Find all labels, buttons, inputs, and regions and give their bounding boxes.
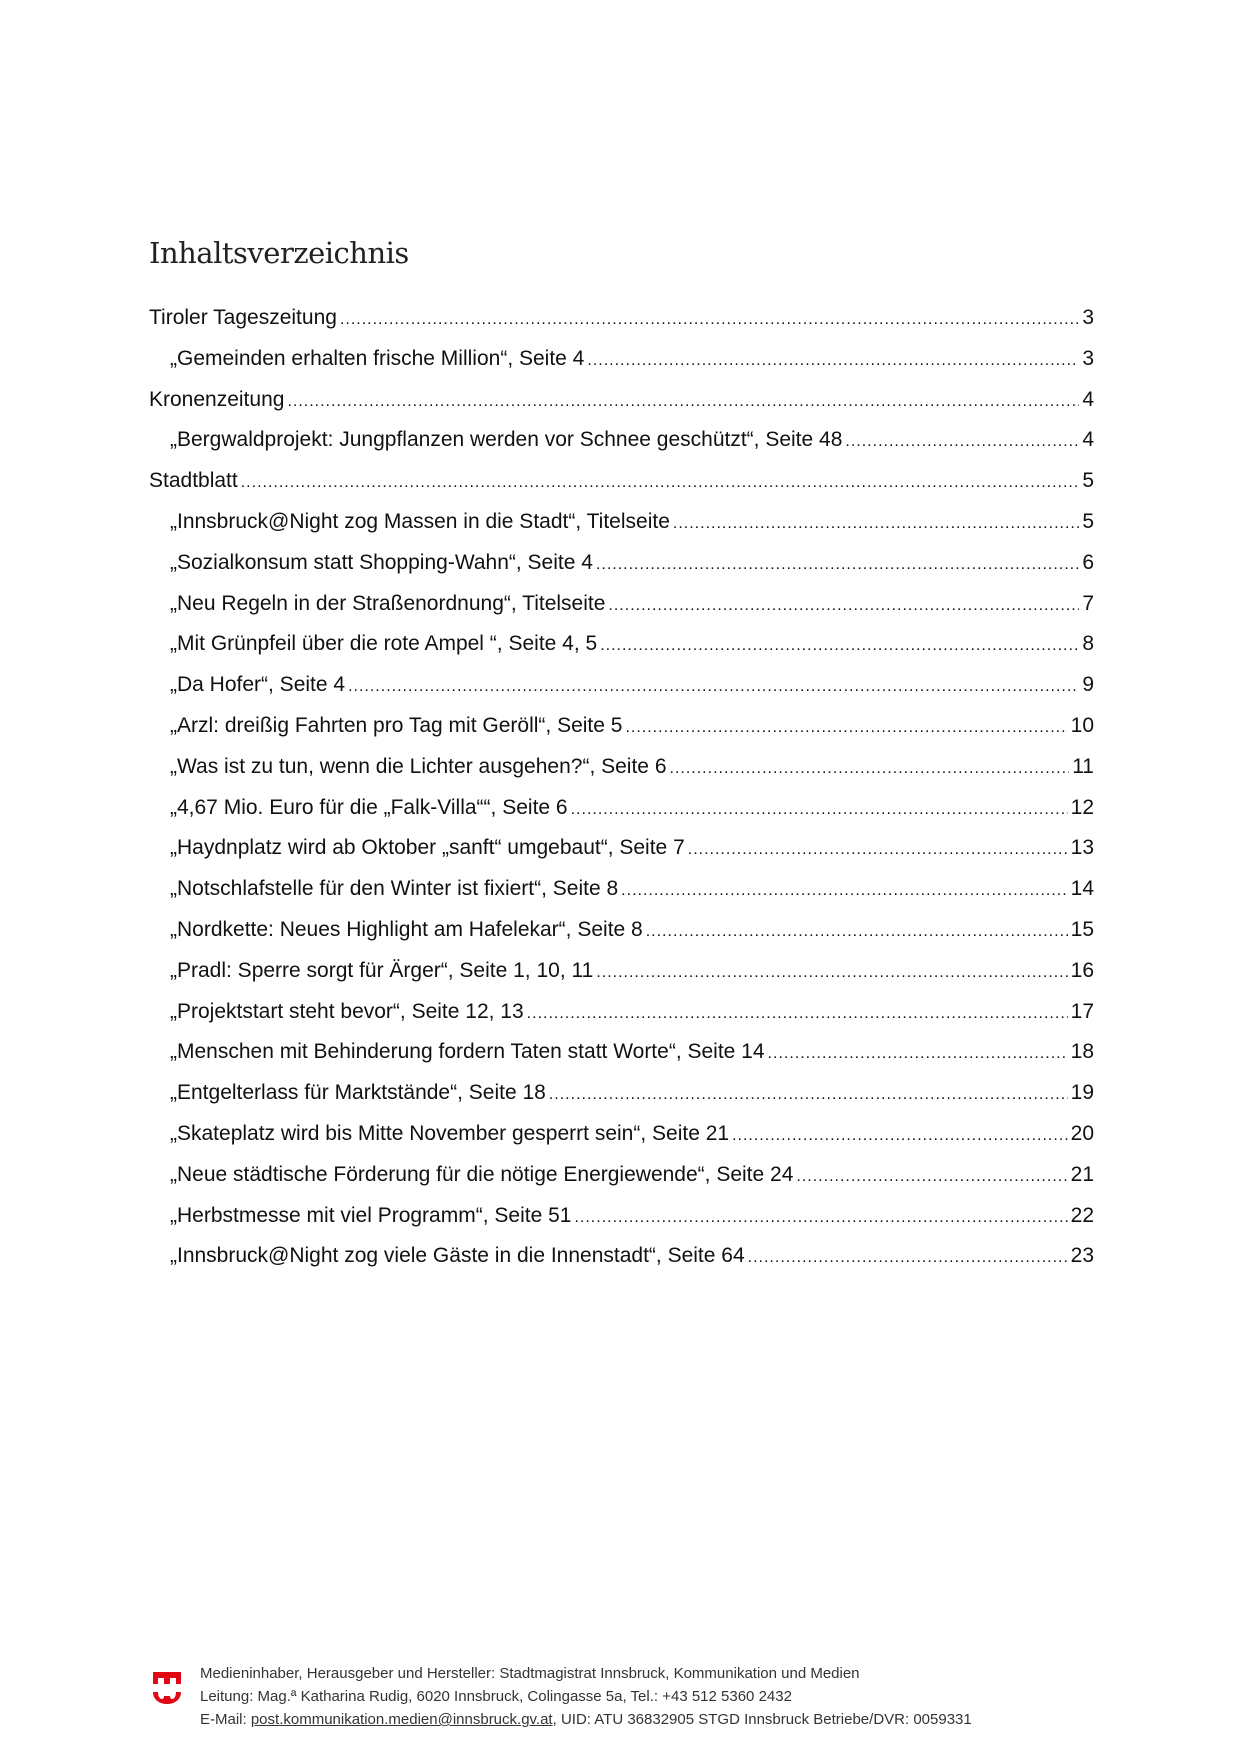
toc-entry-title: „Menschen mit Behinderung fordern Taten statt Worte“, Seite 14	[170, 1040, 765, 1064]
toc-dot-leader	[596, 551, 1079, 575]
toc-entry-title: „Arzl: dreißig Fahrten pro Tag mit Geröll“, Seite 5	[170, 713, 623, 737]
toc-page-number: 7	[1082, 591, 1094, 615]
toc-article-entry[interactable]	[149, 510, 1094, 551]
toc-dot-leader	[748, 1244, 1068, 1268]
toc-article-entry[interactable]	[149, 592, 1094, 633]
toc-page-number: 13	[1070, 836, 1094, 860]
toc-article-entry[interactable]	[149, 877, 1094, 918]
toc-dot-leader	[596, 959, 1067, 983]
toc-article-entry[interactable]	[149, 1040, 1094, 1081]
toc-article-entry[interactable]	[149, 632, 1094, 673]
toc-dot-leader	[608, 592, 1079, 616]
toc-article-entry[interactable]	[149, 347, 1094, 388]
toc-page-number: 10	[1070, 713, 1094, 737]
toc-entry-title: „Pradl: Sperre sorgt für Ärger“, Seite 1, 10, 11	[170, 958, 594, 982]
toc-dot-leader	[625, 714, 1067, 738]
toc-dot-leader	[732, 1122, 1068, 1146]
toc-section-entry[interactable]	[149, 469, 1094, 510]
toc-page-number: 3	[1082, 346, 1094, 370]
toc-article-entry[interactable]	[149, 796, 1094, 837]
toc-page-number: 19	[1070, 1081, 1094, 1105]
toc-entry-title: „Mit Grünpfeil über die rote Ampel “, Seite 4, 5	[170, 632, 598, 656]
toc-entry-title: „Sozialkonsum statt Shopping-Wahn“, Seite 4	[170, 550, 593, 574]
toc-dot-leader	[673, 510, 1079, 534]
footer-contact	[200, 1708, 972, 1731]
toc-entry-title: Stadtblatt	[149, 469, 238, 493]
toc-dot-leader	[768, 1040, 1068, 1064]
toc-entry-title: „Notschlafstelle für den Winter ist fixiert“, Seite 8	[170, 877, 619, 901]
toc-page-number: 12	[1070, 795, 1094, 819]
toc-dot-leader	[670, 755, 1070, 779]
toc-page-number: 4	[1082, 387, 1094, 411]
toc-dot-leader	[646, 918, 1068, 942]
toc-entry-title: „Da Hofer“, Seite 4	[170, 673, 346, 697]
toc-section-entry[interactable]	[149, 388, 1094, 429]
toc-dot-leader	[340, 306, 1079, 330]
table-of-contents	[149, 306, 1094, 1285]
email-label: E-Mail:	[200, 1711, 251, 1728]
toc-entry-title: „Nordkette: Neues Highlight am Hafelekar“, Seite 8	[170, 917, 643, 941]
toc-dot-leader	[688, 836, 1068, 860]
toc-entry-title: „Neue städtische Förderung für die nötige Energiewende“, Seite 24	[170, 1162, 794, 1186]
toc-page-number: 5	[1082, 509, 1094, 533]
toc-entry-title: „Entgelterlass für Marktstände“, Seite 18	[170, 1081, 546, 1105]
toc-article-entry[interactable]	[149, 755, 1094, 796]
toc-dot-leader	[348, 673, 1079, 697]
footer	[200, 1662, 972, 1731]
toc-section-entry[interactable]	[149, 306, 1094, 347]
toc-article-entry[interactable]	[149, 673, 1094, 714]
footer-publisher: Medieninhaber, Herausgeber und Hersteller: Stadtmagistrat Innsbruck, Kommunikation und Medien	[200, 1665, 860, 1682]
toc-dot-leader	[527, 1000, 1068, 1024]
toc-page-number: 18	[1070, 1040, 1094, 1064]
page-title: Inhaltsverzeichnis	[149, 236, 409, 270]
toc-article-entry[interactable]	[149, 428, 1094, 469]
email-link[interactable]: post.kommunikation.medien@innsbruck.gv.at	[250, 1711, 553, 1728]
toc-page-number: 3	[1082, 306, 1094, 329]
toc-page-number: 22	[1070, 1203, 1094, 1227]
toc-entry-title: „Innsbruck@Night zog viele Gäste in die Innenstadt“, Seite 64	[170, 1244, 745, 1268]
toc-page-number: 21	[1070, 1162, 1094, 1186]
toc-entry-title: Tiroler Tageszeitung	[149, 306, 337, 329]
toc-dot-leader	[571, 796, 1068, 820]
toc-entry-title: „Herbstmesse mit viel Programm“, Seite 51	[170, 1203, 572, 1227]
toc-page-number: 8	[1082, 632, 1094, 656]
toc-entry-title: „Bergwaldprojekt: Jungpflanzen werden vor Schnee geschützt“, Seite 48	[170, 428, 843, 452]
toc-article-entry[interactable]	[149, 836, 1094, 877]
toc-page-number: 20	[1070, 1121, 1094, 1145]
toc-dot-leader	[241, 469, 1080, 493]
toc-entry-title: „Innsbruck@Night zog Massen in die Stadt“, Titelseite	[170, 509, 670, 533]
toc-page-number: 6	[1082, 550, 1094, 574]
toc-article-entry[interactable]	[149, 1122, 1094, 1163]
toc-dot-leader	[600, 632, 1079, 656]
toc-article-entry[interactable]	[149, 918, 1094, 959]
toc-page-number: 23	[1070, 1244, 1094, 1268]
footer-management: Leitung: Mag.ª Katharina Rudig, 6020 Innsbruck, Colingasse 5a, Tel.: +43 512 5360 2432	[200, 1688, 792, 1705]
toc-dot-leader	[549, 1081, 1068, 1105]
toc-article-entry[interactable]	[149, 1244, 1094, 1285]
toc-entry-title: „Was ist zu tun, wenn die Lichter ausgehen?“, Seite 6	[170, 754, 667, 778]
toc-dot-leader	[574, 1204, 1067, 1228]
toc-entry-title: „4,67 Mio. Euro für die „Falk-Villa““, Seite 6	[170, 795, 568, 819]
toc-entry-title: „Gemeinden erhalten frische Million“, Seite 4	[170, 346, 585, 370]
toc-dot-leader	[845, 428, 1079, 452]
toc-article-entry[interactable]	[149, 1163, 1094, 1204]
toc-article-entry[interactable]	[149, 551, 1094, 592]
toc-dot-leader	[796, 1163, 1067, 1187]
toc-page-number: 15	[1070, 917, 1094, 941]
toc-entry-title: Kronenzeitung	[149, 387, 285, 411]
toc-page-number: 16	[1070, 958, 1094, 982]
toc-dot-leader	[287, 388, 1079, 412]
toc-article-entry[interactable]	[149, 1204, 1094, 1245]
toc-page-number: 4	[1082, 428, 1094, 452]
toc-article-entry[interactable]	[149, 1000, 1094, 1041]
toc-article-entry[interactable]	[149, 959, 1094, 1000]
toc-entry-title: „Skateplatz wird bis Mitte November gesperrt sein“, Seite 21	[170, 1121, 730, 1145]
toc-article-entry[interactable]	[149, 714, 1094, 755]
toc-dot-leader	[587, 347, 1079, 371]
toc-article-entry[interactable]	[149, 1081, 1094, 1122]
toc-page-number: 5	[1082, 469, 1094, 493]
toc-entry-title: „Neu Regeln in der Straßenordnung“, Titelseite	[170, 591, 606, 615]
toc-dot-leader	[621, 877, 1067, 901]
toc-page-number: 17	[1070, 999, 1094, 1023]
toc-page-number: 11	[1072, 754, 1094, 778]
toc-page-number: 9	[1082, 673, 1094, 697]
toc-entry-title: „Haydnplatz wird ab Oktober „sanft“ umgebaut“, Seite 7	[170, 836, 685, 860]
toc-page-number: 14	[1070, 877, 1094, 901]
innsbruck-logo	[151, 1668, 183, 1710]
toc-entry-title: „Projektstart steht bevor“, Seite 12, 13	[170, 999, 524, 1023]
footer-uid: , UID: ATU 36832905 STGD Innsbruck Betriebe/DVR: 0059331	[552, 1711, 972, 1728]
